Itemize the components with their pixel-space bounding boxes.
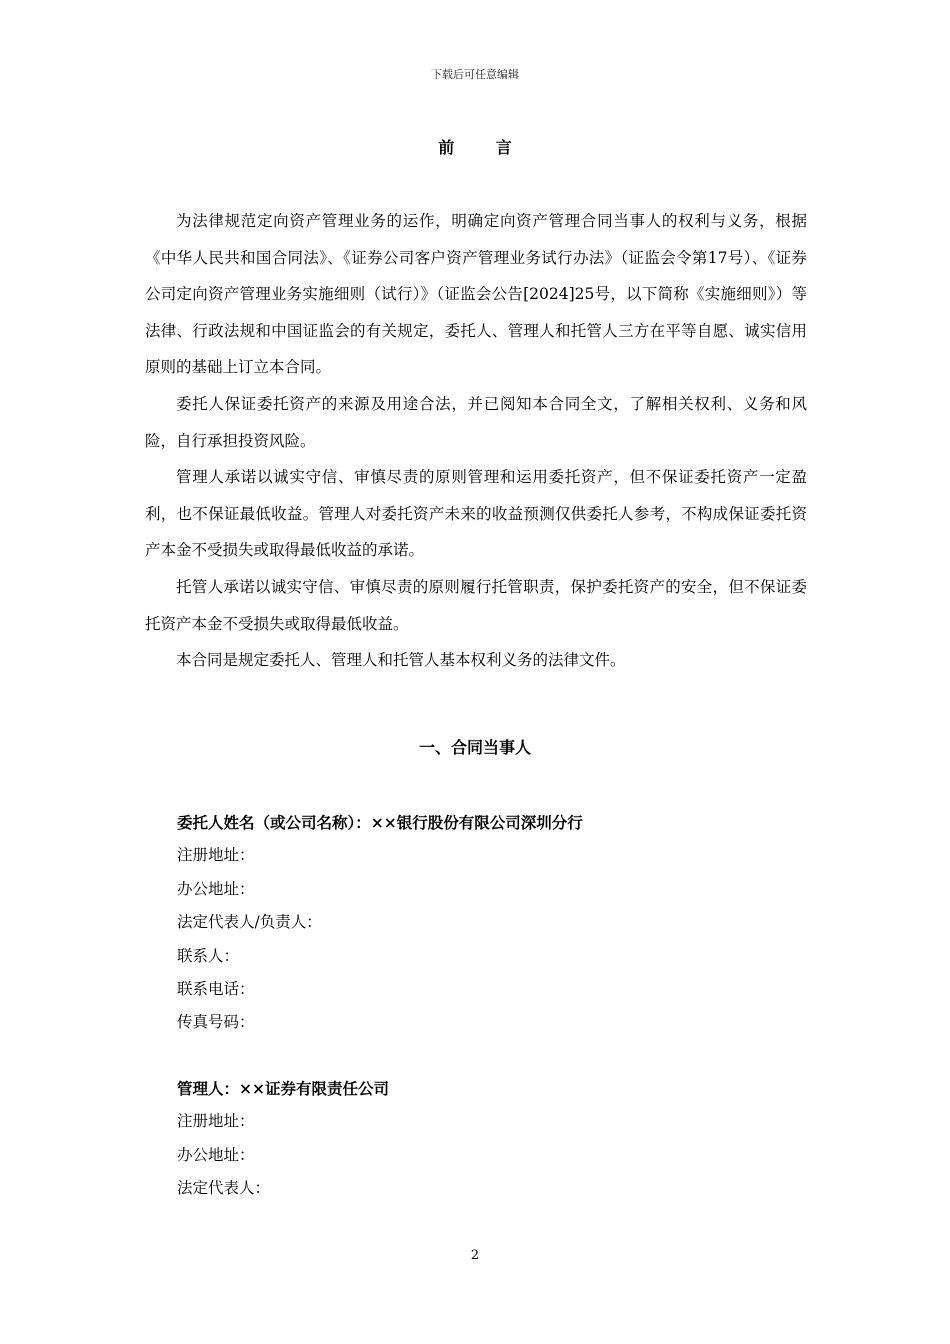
preface-body (145, 203, 807, 679)
manager-registered-address: 注册地址： (177, 1112, 255, 1131)
manager-legal-representative: 法定代表人： (177, 1179, 271, 1198)
preface-paragraph: 为法律规范定向资产管理业务的运作，明确定向资产管理合同当事人的权利与义务，根据《中华人民共和国合同法》、《证券公司客户资产管理业务试行办法》（证监会令第17号）、《证券公司定向资产管理业务实施细则（试行）》（证监会公告[2024]25号，以下简称《实施细则》）等法律、行政法规和中国证监会的有关规定，委托人、管理人和托管人三方在平等自愿、诚实信用原则的基础上订立本合同。 (145, 212, 807, 377)
client-registered-address: 注册地址： (177, 846, 255, 865)
page-header-note: 下载后可任意编辑 (431, 68, 519, 81)
client-office-address: 办公地址： (177, 879, 255, 898)
preface-paragraph: 管理人承诺以诚实守信、审慎尽责的原则管理和运用委托资产，但不保证委托资产一定盈利，也不保证最低收益。管理人对委托资产未来的收益预测仅供委托人参考，不构成保证委托资产本金不受损失或取得最低收益的承诺。 (145, 468, 807, 560)
client-party-block (177, 806, 817, 1040)
client-legal-representative: 法定代表人/负责人： (177, 913, 322, 932)
preface-paragraph: 本合同是规定委托人、管理人和托管人基本权利义务的法律文件。 (176, 651, 626, 670)
page-number: 2 (470, 1248, 480, 1263)
manager-heading: 管理人：××证券有限责任公司 (177, 1079, 389, 1098)
manager-party-block (177, 1072, 817, 1206)
preface-title: 前 言 (438, 138, 530, 157)
preface-paragraph: 托管人承诺以诚实守信、审慎尽责的原则履行托管职责，保护委托资产的安全，但不保证委托资产本金不受损失或取得最低收益。 (145, 577, 807, 633)
client-fax: 传真号码： (177, 1013, 255, 1032)
client-heading: 委托人姓名（或公司名称）：××银行股份有限公司深圳分行 (177, 813, 583, 832)
client-contact-person: 联系人： (177, 946, 240, 965)
preface-paragraph: 委托人保证委托资产的来源及用途合法，并已阅知本合同全文，了解相关权利、义务和风险，自行承担投资风险。 (145, 394, 807, 450)
client-phone: 联系电话： (177, 980, 255, 999)
manager-office-address: 办公地址： (177, 1145, 255, 1164)
section-title-parties: 一、合同当事人 (418, 738, 531, 757)
